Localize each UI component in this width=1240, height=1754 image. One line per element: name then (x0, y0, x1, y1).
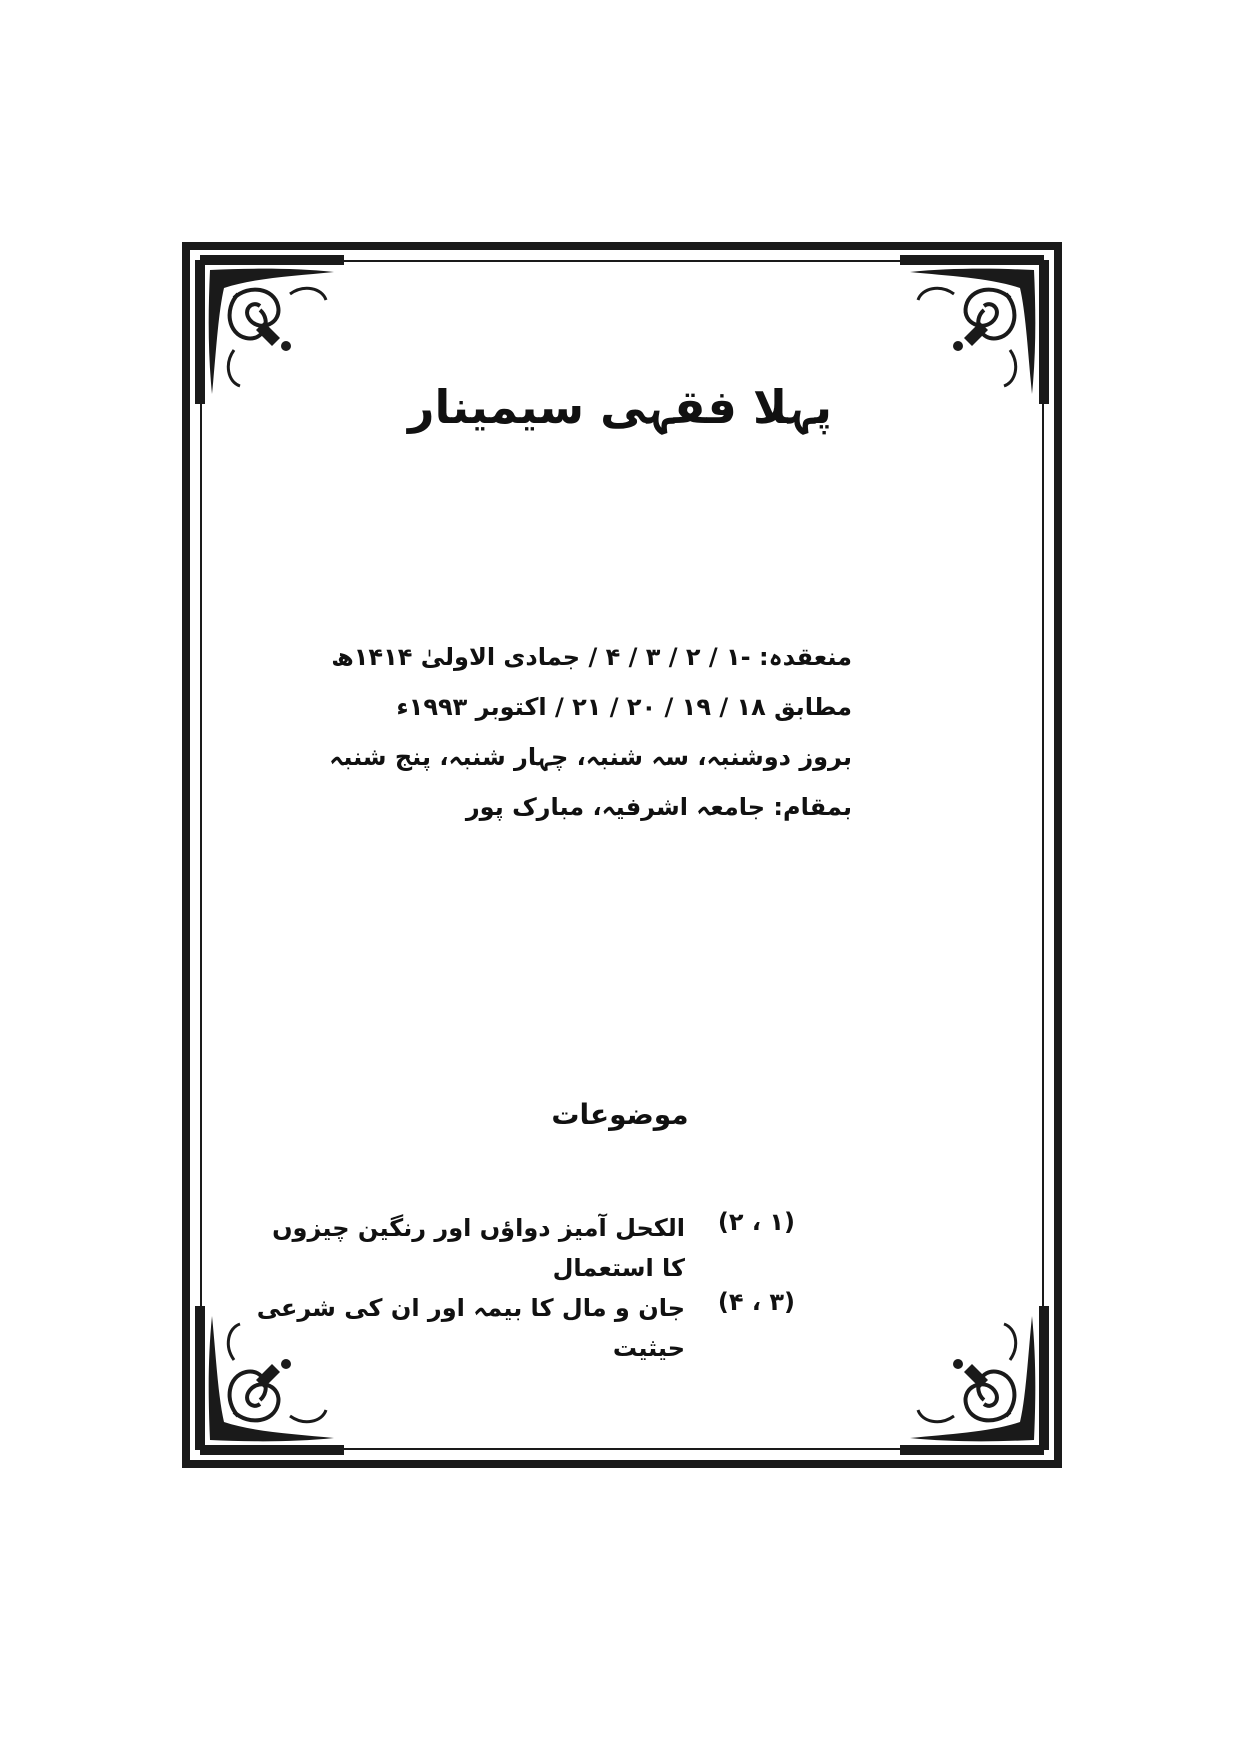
topics-list (250, 1208, 795, 1368)
seminar-details (300, 632, 852, 832)
topic-item (250, 1288, 795, 1368)
topic-text: الکحل آمیز دواؤں اور رنگین چیزوں کا استعمال (272, 1214, 685, 1282)
corner-ornament-icon (900, 1306, 1050, 1456)
topic-item (250, 1208, 795, 1288)
page-title: پہلا فقہی سیمینار (407, 380, 833, 434)
topic-text: جان و مال کا بیمہ اور ان کی شرعی حیثیت (256, 1294, 685, 1362)
seminar-dates-gregorian: مطابق ۱۸ / ۱۹ / ۲۰ / ۲۱ / اکتوبر ۱۹۹۳ء (396, 693, 852, 721)
topic-number: (۳ ، ۴) (717, 1288, 795, 1316)
seminar-venue: بمقام: جامعہ اشرفیہ، مبارک پور (465, 793, 852, 821)
topics-heading: موضوعات (551, 1098, 689, 1131)
seminar-days: بروز دوشنبہ، سہ شنبہ، چہار شنبہ، پنج شنبہ (329, 743, 852, 771)
topic-number: (۱ ، ۲) (717, 1208, 795, 1236)
seminar-dates-hijri: منعقدہ: -۱ / ۲ / ۳ / ۴ / جمادی الاولیٰ ۱۴۱۴ھ (331, 643, 852, 671)
